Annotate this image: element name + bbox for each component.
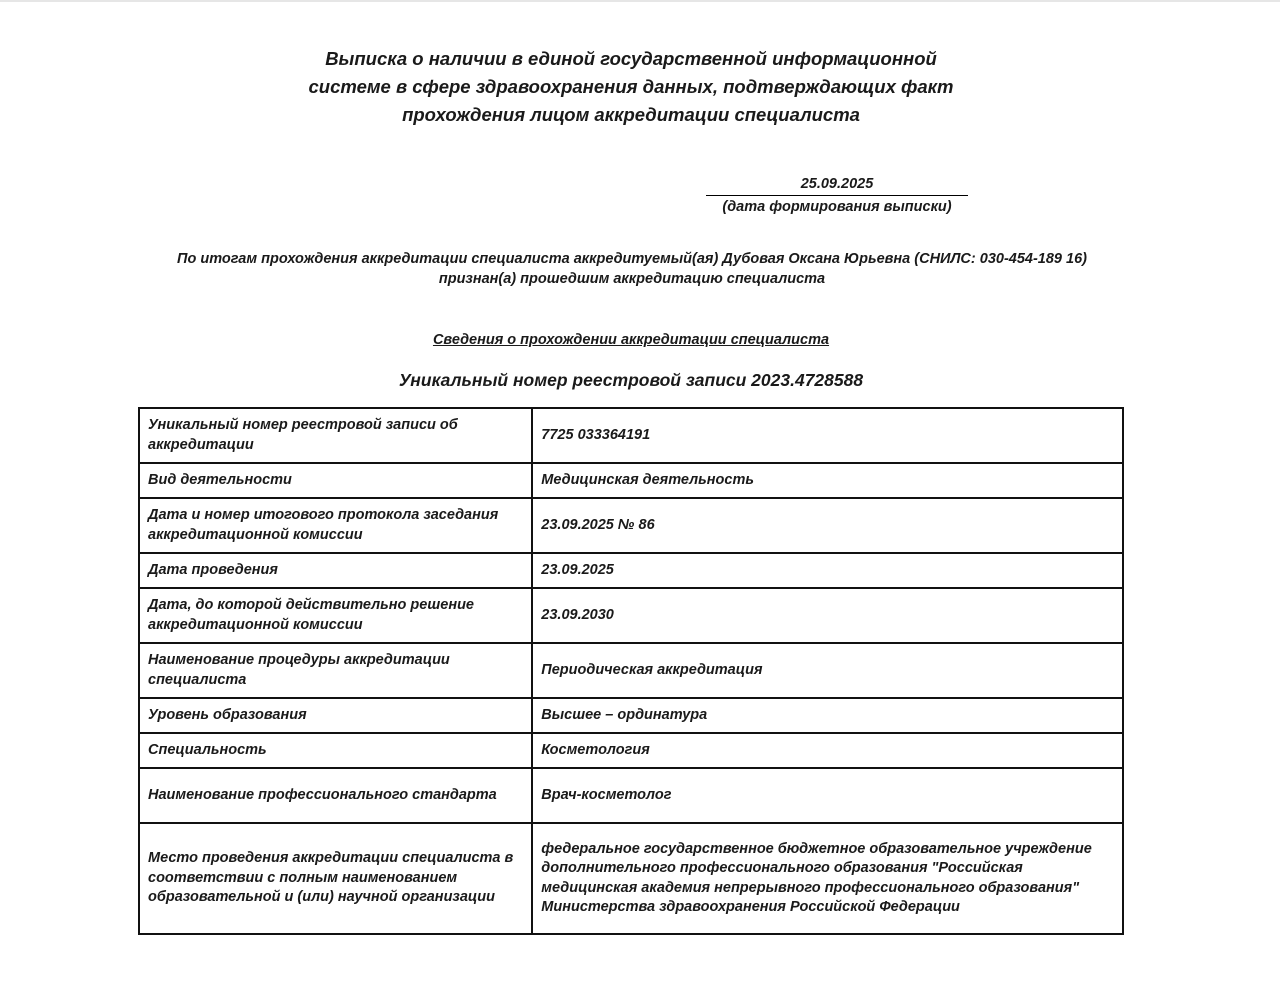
row-value: Высшее – ординатура: [532, 698, 1123, 733]
row-label: Специальность: [139, 733, 532, 768]
row-label: Уникальный номер реестровой записи об аккредитации: [139, 408, 532, 463]
row-label: Вид деятельности: [139, 463, 532, 498]
row-label: Место проведения аккредитации специалиста в соответствии с полным наименованием образовательной и (или) научной организации: [139, 823, 532, 934]
page-top-border: [0, 0, 1280, 2]
row-value: 7725 033364191: [532, 408, 1123, 463]
table-row: [139, 698, 1123, 733]
row-value: Медицинская деятельность: [532, 463, 1123, 498]
formation-date-block: [706, 175, 968, 217]
document-title: [0, 45, 1262, 129]
row-label: Наименование процедуры аккредитации специалиста: [139, 643, 532, 698]
section-heading: Сведения о прохождении аккредитации специалиста: [432, 332, 830, 348]
table-row: [139, 498, 1123, 553]
formation-date-caption: (дата формирования выписки): [722, 199, 952, 215]
row-label: Дата, до которой действительно решение аккредитационной комиссии: [139, 588, 532, 643]
table-row: [139, 733, 1123, 768]
row-label: Дата и номер итогового протокола заседания аккредитационной комиссии: [139, 498, 532, 553]
row-value: Косметология: [532, 733, 1123, 768]
row-value: 23.09.2025: [532, 553, 1123, 588]
row-label: Дата проведения: [139, 553, 532, 588]
table-row: [139, 463, 1123, 498]
row-value: федеральное государственное бюджетное образовательное учреждение дополнительного профессионального образования "Российская медицинская академия непрерывного профессионального образования" Министерства здравоохранения Российской Федерации: [532, 823, 1123, 934]
table-row: [139, 823, 1123, 934]
document-title-line: системе в сфере здравоохранения данных, подтверждающих факт: [308, 76, 954, 97]
table-row: [139, 553, 1123, 588]
row-label: Наименование профессионального стандарта: [139, 768, 532, 823]
registry-number-heading: Уникальный номер реестровой записи 2023.4728588: [398, 370, 864, 390]
document-title-line: прохождения лицом аккредитации специалиста: [402, 104, 860, 125]
row-value: Врач-косметолог: [532, 768, 1123, 823]
document-title-line: Выписка о наличии в единой государственной информационной: [325, 48, 937, 69]
row-label: Уровень образования: [139, 698, 532, 733]
accreditation-info-table: [138, 407, 1124, 935]
row-value: Периодическая аккредитация: [532, 643, 1123, 698]
formation-date: 25.09.2025: [706, 175, 968, 196]
row-value: 23.09.2030: [532, 588, 1123, 643]
row-value: 23.09.2025 № 86: [532, 498, 1123, 553]
table-row: [139, 408, 1123, 463]
table-row: [139, 643, 1123, 698]
accreditation-result-text: По итогам прохождения аккредитации специалиста аккредитуемый(ая) Дубовая Оксана Юрьевна (СНИЛС: 030-454-189 16) признан(а) прошедшим аккредитацию специалиста: [177, 251, 1087, 287]
table-row: [139, 768, 1123, 823]
table-row: [139, 588, 1123, 643]
